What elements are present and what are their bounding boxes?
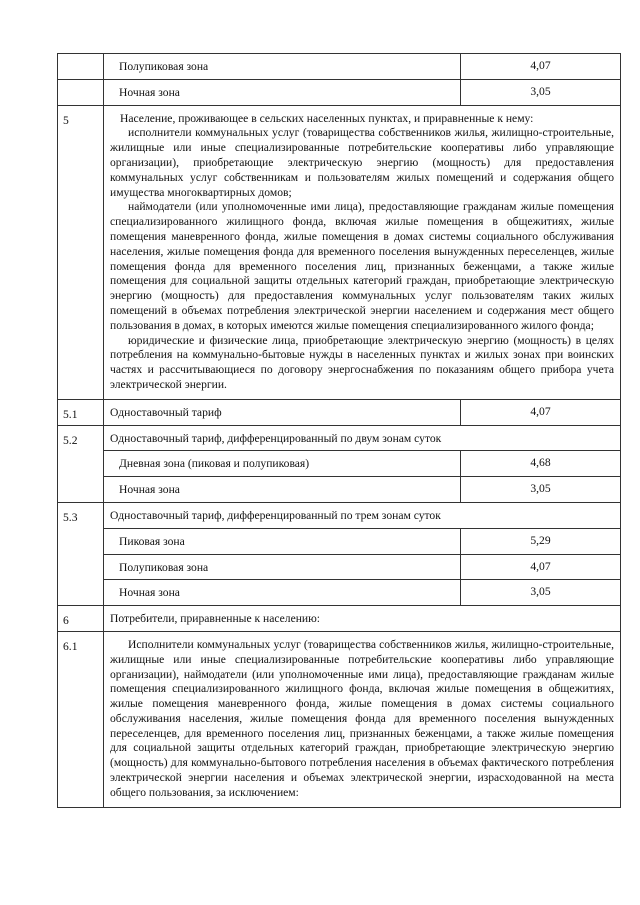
table-row bbox=[58, 79, 621, 105]
tariff-value-cell: 3,05 bbox=[461, 580, 621, 606]
table-row bbox=[58, 477, 621, 503]
row-number-cell: 5.2 bbox=[58, 425, 104, 502]
section-paragraph: Исполнители коммунальных услуг (товарищества собственников жилья, жилищно-строительные, жилищные или иные специализированные потребительские кооперативы либо управляющие организации), наймодатели (или уполномоченные ими лица), предоставляющие гражданам жилые помещения специализированного жилищного фонда, включая жилые помещения в общежитиях, жилые помещения маневренного фонда, жилые помещения в домах системы социального обслуживания населения, жилые помещения фонда для временного поселения вынужденных переселенцев, для временного поселения лиц, признанных беженцами, а также жилые помещения для социальной защиты отдельных категорий граждан, приобретающие электрическую энергию (мощность) для коммунально-бытового потребления населения в объемах фактического потребления электрической энергии населения и объемах электрической энергии, израсходованной на места общего пользования, за исключением: bbox=[110, 637, 614, 799]
table-row bbox=[58, 451, 621, 477]
section-paragraph: юридические и физические лица, приобретающие электрическую энергию (мощность) в целях потребления на коммунально-бытовые нужды в населенных пунктах и жилых зонах при воинских частях и рассчитывающиеся по договору энергоснабжения по показаниям общего прибора учета электрической энергии. bbox=[110, 333, 614, 391]
row-number-cell: 5.3 bbox=[58, 502, 104, 605]
tariff-label-cell: Одноставочный тариф, дифференцированный по двум зонам суток bbox=[104, 425, 621, 451]
tariff-value-cell: 3,05 bbox=[461, 79, 621, 105]
zone-label-cell: Полупиковая зона bbox=[104, 54, 461, 80]
tariff-value-cell: 4,07 bbox=[461, 399, 621, 425]
row-number-cell: 6.1 bbox=[58, 631, 104, 807]
category-description-cell bbox=[104, 631, 621, 807]
zone-label-cell: Ночная зона bbox=[104, 79, 461, 105]
zone-label-cell: Полупиковая зона bbox=[104, 554, 461, 580]
tariff-value-cell: 5,29 bbox=[461, 528, 621, 554]
table-row bbox=[58, 631, 621, 807]
tariff-value-cell: 3,05 bbox=[461, 477, 621, 503]
row-number-cell: 5.1 bbox=[58, 399, 104, 425]
table-row bbox=[58, 105, 621, 399]
table-row bbox=[58, 54, 621, 80]
zone-label-cell: Дневная зона (пиковая и полупиковая) bbox=[104, 451, 461, 477]
table-row bbox=[58, 425, 621, 451]
row-number-cell: 6 bbox=[58, 606, 104, 632]
row-number-cell bbox=[58, 79, 104, 105]
tariff-value-cell: 4,07 bbox=[461, 554, 621, 580]
tariff-value-cell: 4,68 bbox=[461, 451, 621, 477]
section-description-cell bbox=[104, 105, 621, 399]
tariff-label-cell: Одноставочный тариф bbox=[104, 399, 461, 425]
table-row bbox=[58, 580, 621, 606]
section-paragraph: наймодатели (или уполномоченные ими лица), предоставляющие гражданам жилые помещения специализированного жилищного фонда, включая жилые помещения в общежитиях, жилые помещения маневренного фонда, жилые помещения в домах системы социального обслуживания населения, жилые помещения фонда для временного поселения вынужденных переселенцев, жилые помещения фонда для временного поселения лиц, признанных беженцами, а также жилые помещения для социальной защиты отдельных категорий граждан, приобретающие электрическую энергию (мощность) для предоставления коммунальных услуг пользователям таких жилых помещений в объемах потребления электрической энергии населением и содержания мест общего пользования в домах, в которых имеются жилые помещения специализированного жилого фонда; bbox=[110, 200, 614, 332]
tariff-table bbox=[57, 53, 621, 808]
table-row bbox=[58, 606, 621, 632]
tariff-label-cell: Одноставочный тариф, дифференцированный по трем зонам суток bbox=[104, 502, 621, 528]
table-row bbox=[58, 528, 621, 554]
table-row bbox=[58, 502, 621, 528]
row-number-cell bbox=[58, 54, 104, 80]
zone-label-cell: Ночная зона bbox=[104, 477, 461, 503]
table-row bbox=[58, 399, 621, 425]
tariff-value-cell: 4,07 bbox=[461, 54, 621, 80]
row-number-cell: 5 bbox=[58, 105, 104, 399]
category-label-cell: Потребители, приравненные к населению: bbox=[104, 606, 621, 632]
zone-label-cell: Ночная зона bbox=[104, 580, 461, 606]
section-paragraph: исполнители коммунальных услуг (товарищества собственников жилья, жилищно-строительные, жилищные или иные специализированные потребительские кооперативы либо управляющие организации), приобретающие электрическую энергию (мощность) для предоставления коммунальных услуг собственникам и пользователям жилых помещений и содержания общего имущества многоквартирных домов; bbox=[110, 126, 614, 199]
section-paragraph: Население, проживающее в сельских населенных пунктах, и приравненные к нему: bbox=[120, 111, 534, 125]
table-row bbox=[58, 554, 621, 580]
zone-label-cell: Пиковая зона bbox=[104, 528, 461, 554]
